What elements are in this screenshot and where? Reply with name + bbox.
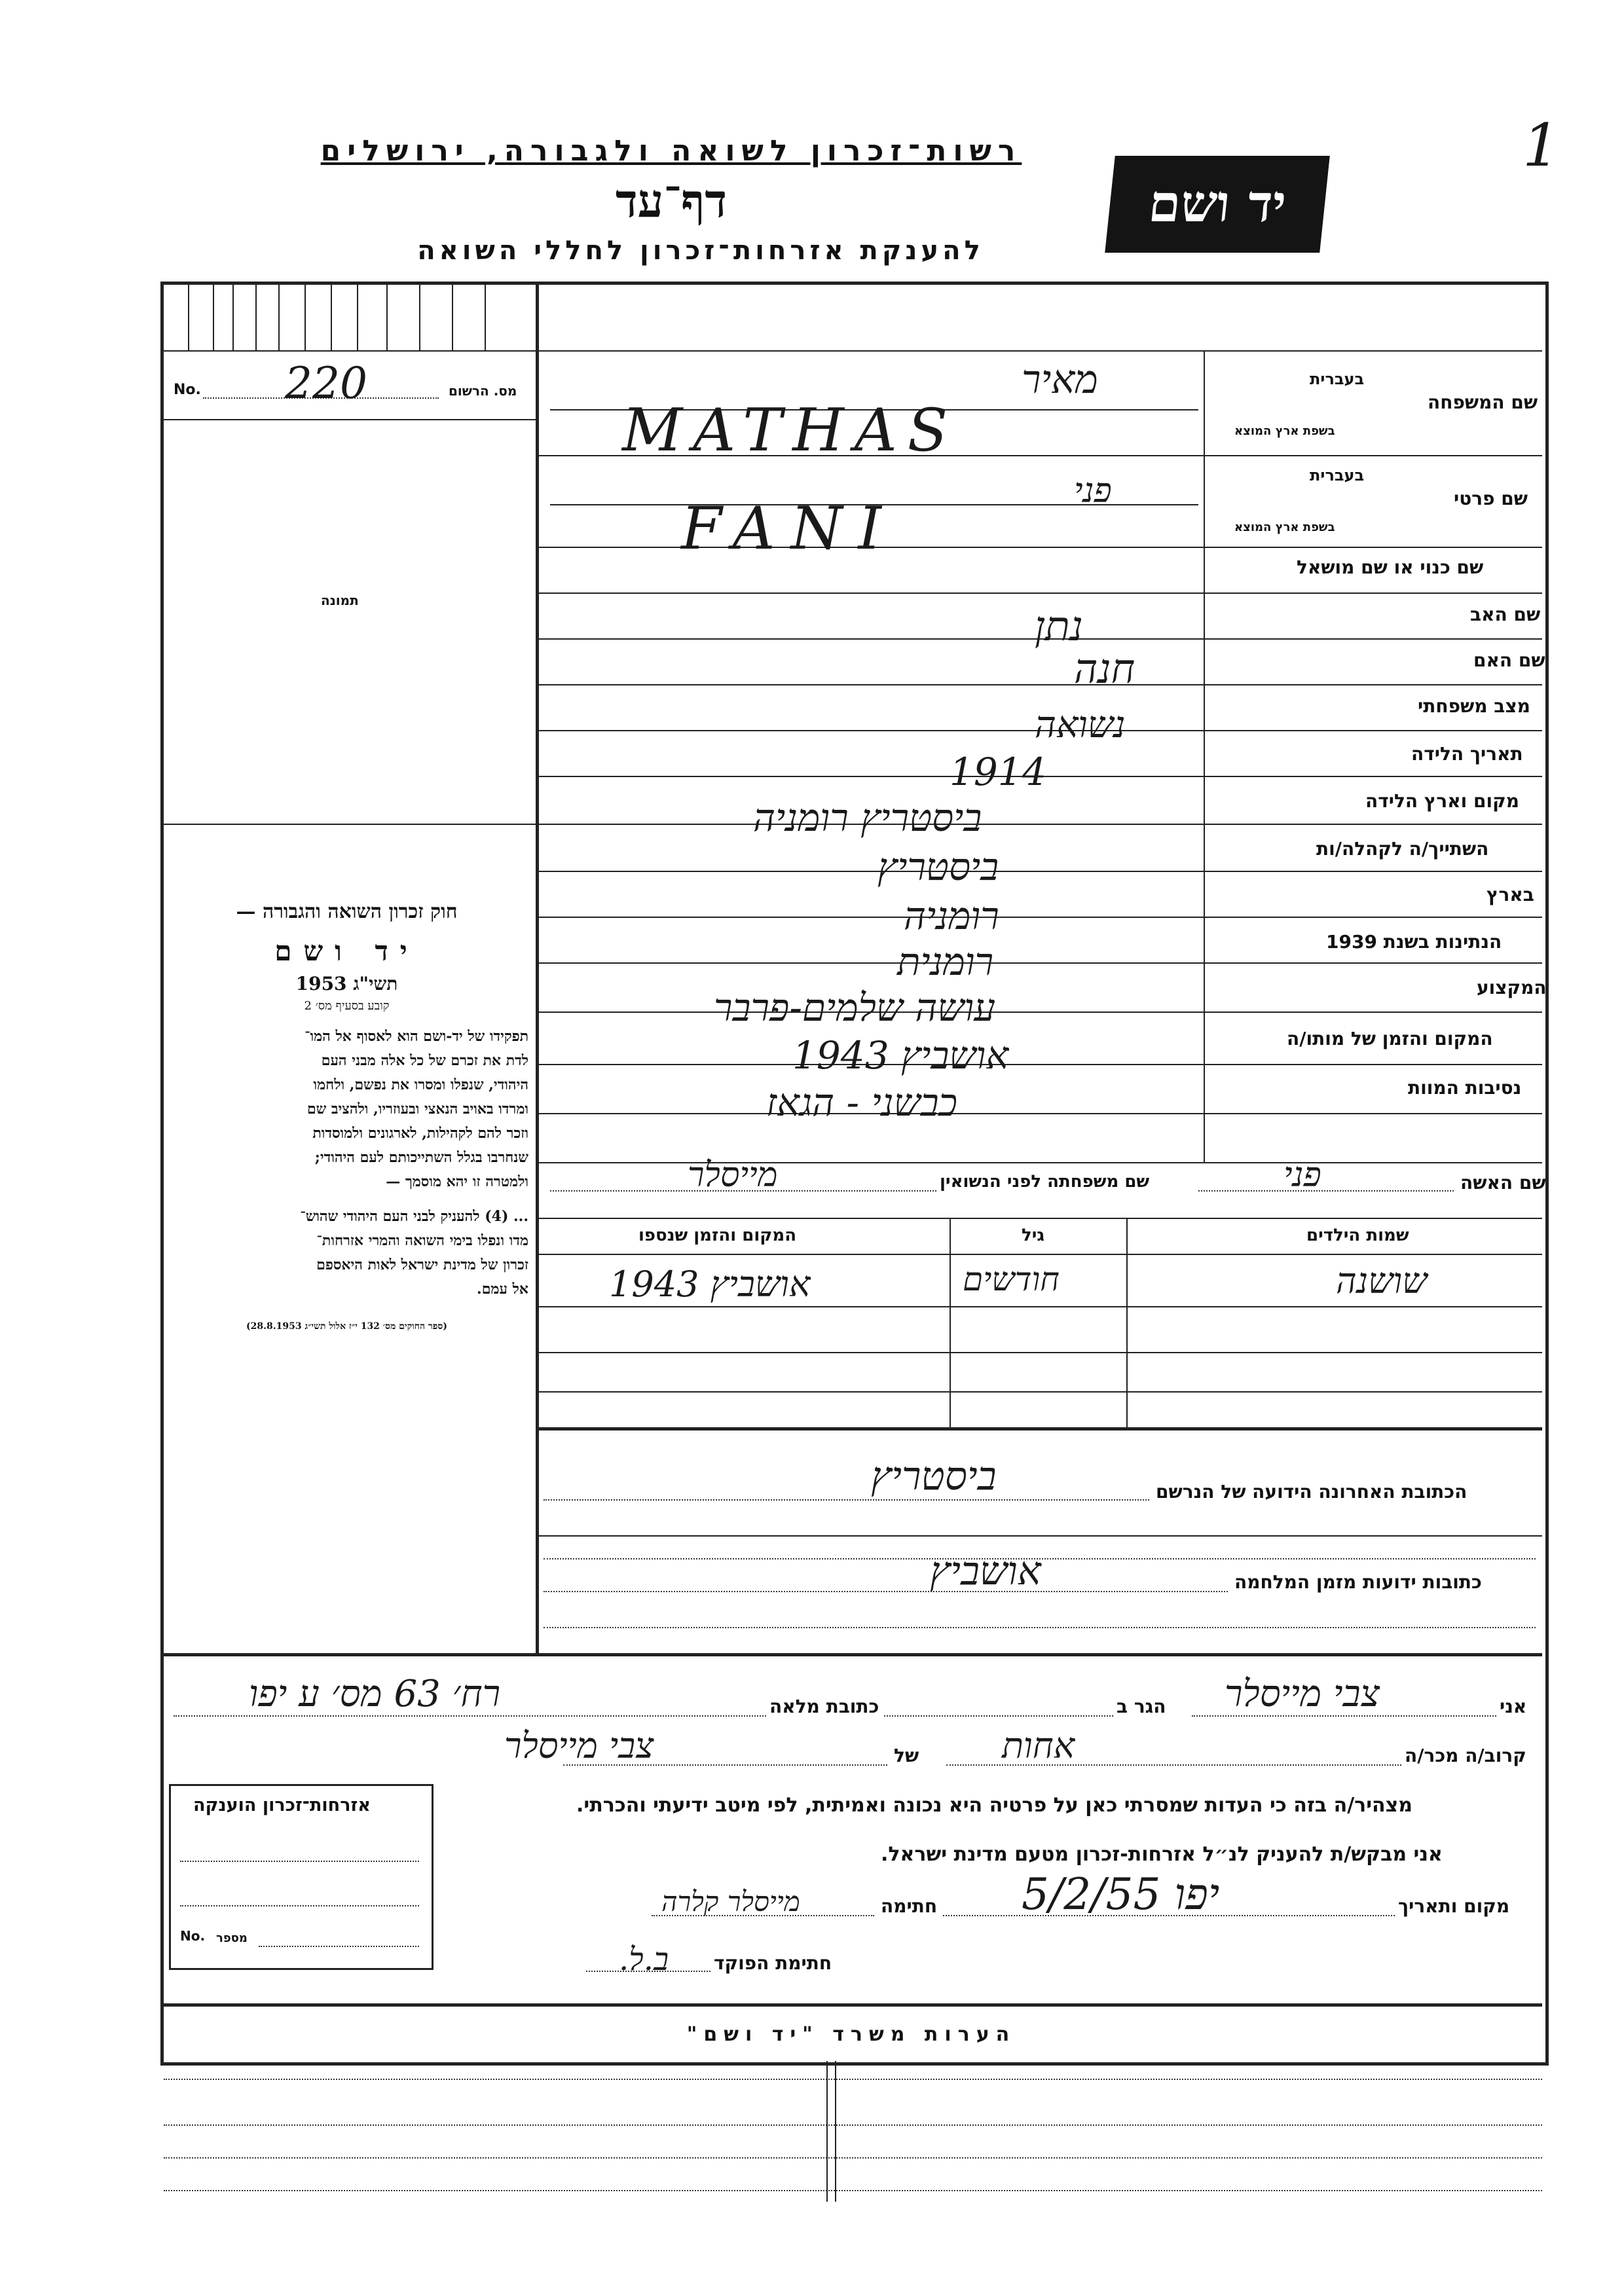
- country-label: בארץ: [1486, 884, 1534, 905]
- row-line: [536, 1011, 1542, 1013]
- wartime-address-label: כתובות ידועות מזמן המלחמה: [1234, 1571, 1482, 1593]
- row-line: [536, 871, 1542, 872]
- children-row-line: [536, 1391, 1542, 1393]
- given-name-local-caption: בשפת ארץ המוצא: [1234, 520, 1335, 534]
- children-names-header: שמות הילדים: [1306, 1226, 1409, 1245]
- law-source: (ספר החוקים מס׳ 132 י״ז אלול תשי״ג 28.8.1953): [246, 1321, 447, 1332]
- law-line: וזכר להם לקהילות, לארגונים ולמוסדות: [312, 1125, 528, 1142]
- law-name: יד ושם: [274, 935, 419, 967]
- citizenship-box-title: אזרחות־זכרון הוענקה: [193, 1795, 371, 1815]
- mother-label: שם האם: [1473, 649, 1545, 671]
- father-label: שם האב: [1470, 604, 1541, 625]
- resides-value[interactable]: רח׳ 63 מס׳ ע יפו: [249, 1673, 501, 1715]
- tick: [357, 285, 358, 350]
- registration-field: [167, 358, 530, 409]
- given-name-hebrew-caption: בעברית: [1310, 466, 1365, 484]
- request-text: אני מבקש/ת להעניק לנ״ל אזרחות-זכרון מטעם מדינת ישראל.: [881, 1843, 1443, 1866]
- citizenship-box-dots: [180, 1861, 419, 1862]
- left-column-divider: [536, 285, 539, 1653]
- death-value[interactable]: אושביץ 1943: [792, 1033, 1009, 1078]
- father-value[interactable]: נתן: [1035, 602, 1083, 650]
- community-label: השתייך/ה לקהלה/ות: [1316, 838, 1489, 860]
- citizenship-label: הנתינות בשנת 1939: [1326, 931, 1502, 953]
- row-line: [536, 592, 1542, 594]
- law-title: חוק זכרון השואה והגבורה —: [236, 900, 458, 923]
- registration-separator: [164, 419, 537, 420]
- relative-label: קרוב/ה מכר/ה: [1405, 1745, 1526, 1766]
- occupation-label: המקצוע: [1477, 977, 1547, 998]
- circumstances-label: נסיבות המוות: [1408, 1077, 1522, 1099]
- citizenship-box-number-dots: [259, 1946, 419, 1947]
- occupation-value[interactable]: עושה שלמים-פרבר: [714, 985, 996, 1030]
- photo-label: תמונה: [321, 592, 359, 608]
- remarks-line: [164, 2157, 1542, 2159]
- tick: [304, 285, 306, 350]
- wartime-address-value[interactable]: אושביץ: [930, 1548, 1041, 1594]
- full-address-label: כתובת מלאה: [769, 1696, 879, 1717]
- yad-vashem-logo: [1105, 156, 1330, 253]
- tick: [232, 285, 234, 350]
- law-year: תשי"ג 1953: [295, 973, 398, 994]
- law-line: שנחרבו בגלל השתייכותם לעם היהודי;: [314, 1149, 528, 1166]
- tick: [213, 285, 214, 350]
- children-age-header: גיל: [1022, 1226, 1045, 1245]
- last-address-dots: [544, 1499, 1149, 1501]
- declaration-top: [164, 1653, 1542, 1656]
- law-line: אל עמם.: [477, 1281, 528, 1298]
- remarks-divider: [835, 2061, 836, 2202]
- children-bottom: [536, 1427, 1542, 1430]
- spouse-maiden-value[interactable]: מייסלר: [688, 1156, 778, 1195]
- law-line: ... (4) להעניק לבני העם היהודי שהוש־: [300, 1208, 528, 1225]
- birth-place-value[interactable]: ביסטריץ רומניה: [753, 795, 982, 840]
- spouse-value[interactable]: פני: [1283, 1156, 1321, 1195]
- row-line: [536, 962, 1542, 964]
- given-name-local-value[interactable]: FANI: [681, 494, 897, 563]
- law-line: זכרון של מדינת ישראל לאות היאספם: [316, 1256, 528, 1273]
- declarant-name-dots: [1192, 1715, 1496, 1717]
- circumstances-value[interactable]: כבשני - הגאז: [766, 1080, 958, 1125]
- remarks-line: [164, 2079, 1542, 2080]
- officer-signature-label: חתימת הפוקד: [714, 1952, 832, 1974]
- surname-local-value[interactable]: MATHAS: [622, 396, 959, 465]
- spouse-bottom: [536, 1218, 1542, 1219]
- remarks-line: [164, 2190, 1542, 2191]
- children-row-line: [536, 1306, 1542, 1307]
- surname-hebrew-caption: בעברית: [1310, 370, 1365, 388]
- row-line: [536, 1162, 1542, 1163]
- photo-separator: [164, 824, 537, 825]
- form-title: דף־עד: [615, 173, 727, 228]
- child-name[interactable]: שושנה: [1336, 1260, 1428, 1302]
- tick: [188, 285, 189, 350]
- child-place-time[interactable]: אושביץ 1943: [609, 1264, 811, 1305]
- spouse-maiden-label: שם משפחתה לפני הנשואין: [940, 1172, 1150, 1192]
- row-line: [536, 1113, 1542, 1114]
- last-address-label: הכתובת האחרונה הידועה של הנרשם: [1156, 1481, 1467, 1503]
- spouse-dots: [1198, 1190, 1454, 1192]
- registration-label-he: מס. הרשום: [449, 383, 517, 399]
- resides-label: הגר ב: [1116, 1696, 1166, 1717]
- marital-label: מצב משפחתי: [1418, 695, 1530, 717]
- authority-header: רשות־זכרון לשואה ולגבורה, ירושלים: [320, 134, 1022, 168]
- given-name-hebrew-value[interactable]: פני: [1074, 471, 1112, 511]
- citizenship-box-number-prefix: No.: [180, 1928, 206, 1944]
- tick: [419, 285, 420, 350]
- law-line: היהודי, שנפלו ומסרו את נפשם, ולחמו: [313, 1076, 528, 1093]
- surname-local-caption: בשפת ארץ המוצא: [1234, 424, 1335, 438]
- law-line: ומרדו באויב הנאצי ובעוזריו, ולהציב שם: [306, 1101, 528, 1118]
- remarks-line: [164, 2124, 1542, 2126]
- law-line: ולמטרה זו יהא מוסמך —: [386, 1173, 528, 1190]
- address-line: [536, 1535, 1542, 1537]
- remarks-title: הערות משרד "יד ושם": [686, 2023, 1016, 2046]
- tick: [331, 285, 332, 350]
- birth-date-value[interactable]: 1914: [950, 750, 1046, 794]
- relative-value[interactable]: אחות: [1002, 1725, 1075, 1766]
- row-line: [536, 1064, 1542, 1065]
- declaration-text: מצהיר/ה בזה כי העדות שמסרתי כאן על פרטיה היא נכונה ואמיתית, לפי מיטב ידיעתי והכרתי.: [576, 1794, 1412, 1817]
- page-number-marker: 1: [1522, 111, 1560, 180]
- tick: [386, 285, 388, 350]
- of-label: של: [894, 1745, 919, 1766]
- row-line: [536, 684, 1542, 685]
- tick: [452, 285, 453, 350]
- law-line: תפקידו של יד-ושם הוא לאסוף אל המו־: [304, 1028, 528, 1045]
- declarant-name-label: אני: [1500, 1696, 1527, 1717]
- tick-strip-bottom: [164, 350, 537, 352]
- given-name-label: שם פרטי: [1454, 488, 1528, 509]
- spouse-label: שם האשה: [1460, 1172, 1546, 1194]
- death-label: המקום והזמן של מותו/ה: [1287, 1028, 1493, 1049]
- law-text-block: [165, 900, 528, 1332]
- nickname-label: שם כנוי או שם מושאל: [1297, 556, 1484, 578]
- tick: [485, 285, 486, 350]
- surname-hebrew-value[interactable]: מאיר: [1022, 357, 1098, 403]
- address-dots: [544, 1627, 1536, 1628]
- marital-value[interactable]: נשואה: [1035, 704, 1126, 746]
- surname-label: שם המשפחה: [1428, 392, 1538, 413]
- remarks-top: [164, 2003, 1542, 2007]
- community-value[interactable]: ביסטריץ: [877, 845, 999, 889]
- law-line: לדת את זכרם של כל אלה מבני העם: [321, 1052, 528, 1069]
- registration-number[interactable]: 220: [285, 358, 367, 409]
- remarks-divider: [826, 2061, 828, 2202]
- tick: [278, 285, 280, 350]
- mother-value[interactable]: חנה: [1074, 645, 1135, 693]
- row-line: [536, 917, 1542, 918]
- children-row-line: [536, 1352, 1542, 1353]
- officer-signature-value[interactable]: ב.ל.: [619, 1941, 669, 1978]
- tick: [255, 285, 257, 350]
- children-header-line: [536, 1254, 1542, 1255]
- row-line: [536, 824, 1542, 825]
- birth-place-label: מקום וארץ הלידה: [1365, 790, 1519, 812]
- children-col-divider: [1126, 1218, 1128, 1427]
- children-col-divider: [950, 1218, 951, 1427]
- registration-label-en: No.: [174, 382, 201, 398]
- signature-value[interactable]: מייסלר קלרה: [661, 1886, 800, 1918]
- citizenship-box-number-label: מספר: [216, 1931, 248, 1945]
- label-column-divider: [1204, 350, 1205, 1162]
- full-address-dots: [174, 1715, 766, 1717]
- of-value[interactable]: צבי מייסלר: [504, 1725, 654, 1766]
- form-subtitle: להענקת אזרחות־זכרון לחללי השואה: [417, 236, 984, 266]
- logo-text: יד ושם: [1145, 174, 1289, 234]
- declarant-name-value[interactable]: צבי מייסלר: [1225, 1673, 1380, 1715]
- child-age[interactable]: חודשים: [963, 1260, 1060, 1298]
- place-date-label: מקום ותאריך: [1398, 1895, 1510, 1917]
- last-address-value[interactable]: ביסטריץ: [871, 1453, 997, 1499]
- country-value[interactable]: רומניה: [904, 894, 999, 938]
- wartime-address-dots: [544, 1591, 1228, 1592]
- law-line: מדו ונפלו בימי השואה והמרי אזרחות־: [316, 1232, 528, 1249]
- resides-dots: [884, 1715, 1113, 1717]
- row-line: [536, 350, 1542, 352]
- law-clause-ref: קובע בסעיף מס׳ 2: [304, 999, 390, 1013]
- birth-date-label: תאריך הלידה: [1411, 743, 1523, 765]
- children-place-header: המקום והזמן שנספו: [638, 1226, 797, 1245]
- citizenship-box-dots: [180, 1905, 419, 1906]
- signature-label: חתימה: [881, 1895, 938, 1917]
- place-date-value[interactable]: יפו 5/2/55: [1022, 1869, 1220, 1920]
- citizenship-value[interactable]: רומנית: [897, 939, 994, 984]
